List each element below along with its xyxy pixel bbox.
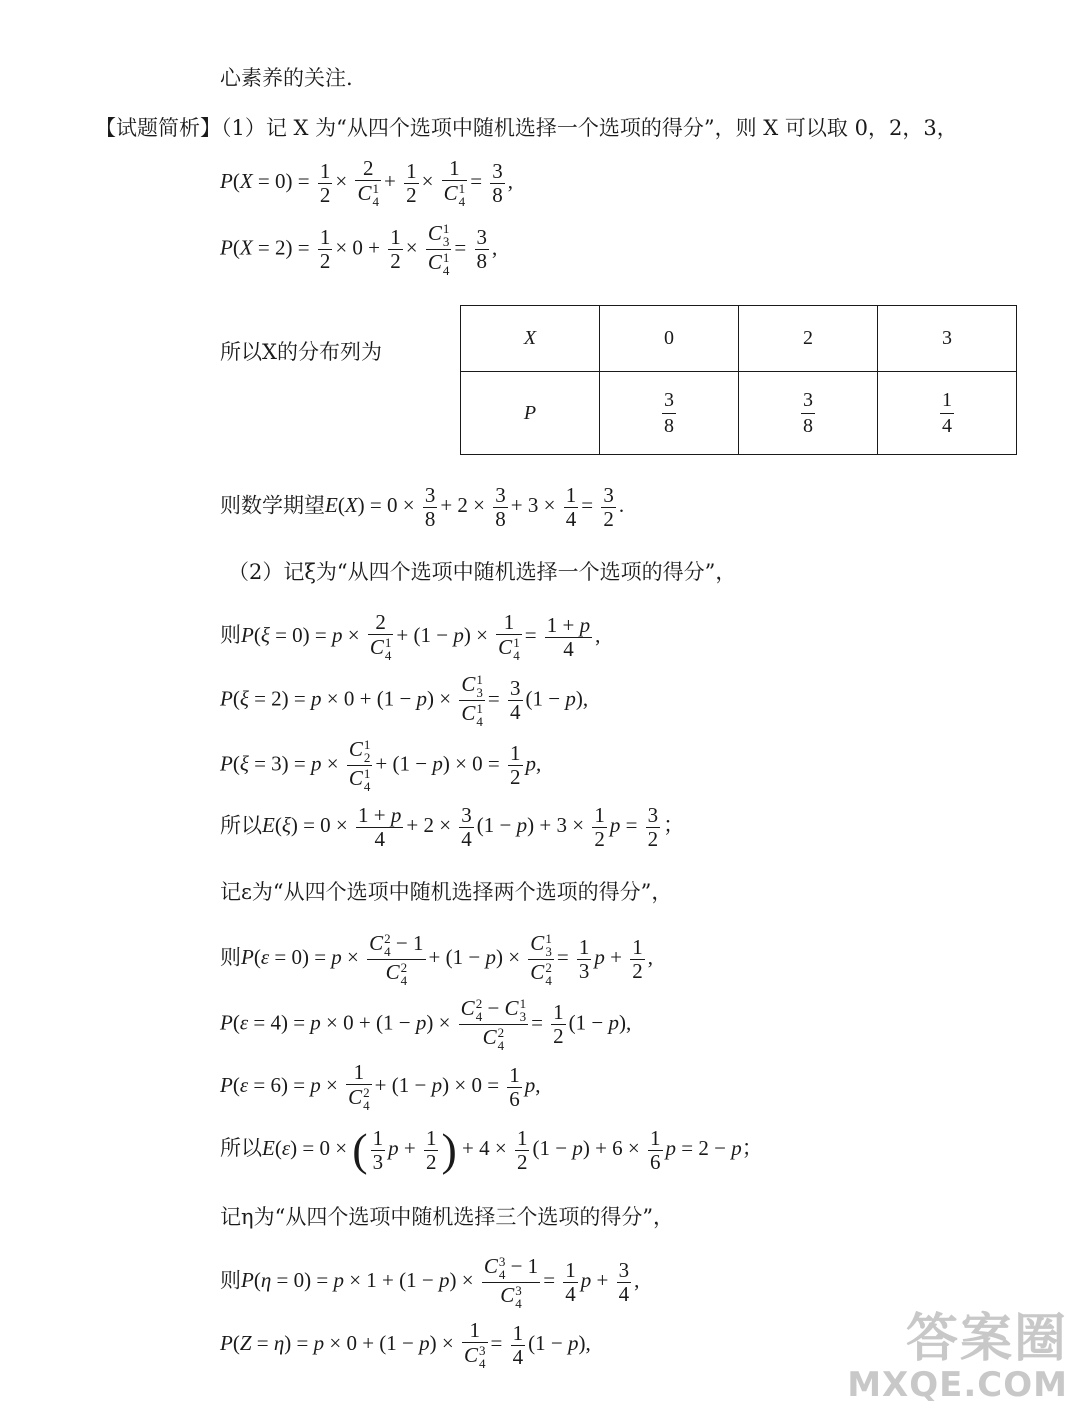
equation-px2: P(X = 2) = $\frac{1}{2}$ × 0 + $\frac{1}{2}$ × C 1 3 C 1 4 = $\frac{3}{8}$ , [220, 220, 498, 279]
table-row [461, 372, 1017, 455]
eta-intro: 记η为“从四个选项中随机选择三个选项的得分”， [220, 1205, 675, 1229]
equation-exi: 所以E(ξ) = 0 × $\frac{1 + p}{4}$ + 2 × $\frac{3}{4}$ (1 − p) + 3 × $\frac{1}{2}$ p = $\frac{3}{2}$ ； [220, 803, 685, 851]
table-row [461, 306, 1017, 372]
text-line [95, 118, 958, 139]
equation-peta0: 则P(η = 0) = p × 1 + (1 − p) × C 3 4 − 1 C 3 4 = $\frac{1}{4}$ p + $\frac{3}{4}$ , [220, 1253, 640, 1312]
distribution-label: 所以X的分布列为 [220, 340, 382, 364]
table-header-cell: 0 [600, 306, 739, 372]
text-line [220, 68, 353, 89]
section-tag: 【试题简析】 [95, 116, 221, 140]
equation-pxi3: P(ξ = 3) = p × C 1 2 C 1 4 + (1 − p) × 0 = $\frac{1}{2}$ p, [220, 736, 542, 795]
part-two-intro: （2）记ξ为“从四个选项中随机选择一个选项的得分”， [228, 560, 737, 584]
table-cell: $\frac{3}{8}$ [600, 372, 739, 455]
text-line [220, 342, 382, 363]
watermark-url: MXQE.COM [847, 1365, 1068, 1405]
table-header-cell: 2 [739, 306, 878, 372]
continuation-text: 心素养的关注. [220, 66, 353, 90]
watermark-text: 答案圈 [905, 1309, 1068, 1369]
table-header-cell: 3 [878, 306, 1017, 372]
epsilon-intro: 记ε为“从四个选项中随机选择两个选项的得分”， [220, 880, 673, 904]
equation-peps4: P(ε = 4) = p × 0 + (1 − p) × C 2 4 − C 1 3 C 2 4 = $\frac{1}{2}$ (1 − p), [220, 995, 632, 1054]
part-one-intro: （1）记 X 为“从四个选项中随机选择一个选项的得分”，则 X 可以取 0，2，3， [221, 116, 958, 140]
equation-pzeta: P(Z = η) = p × 0 + (1 − p) × 1 C 3 4 = $\frac{1}{4}$ (1 − p), [220, 1318, 591, 1372]
equation-peps0: 则P(ε = 0) = p × C 2 4 − 1 C 2 4 + (1 − p) × C 1 3 C 2 4 = $\frac{1}{3}$ p + $\frac{1}{2}$ , [220, 930, 654, 989]
text-line [228, 562, 736, 583]
equation-eeps: 所以E(ε) = 0 × ( $\frac{1}{3}$ p + $\frac{1}{2}$ ) + 4 × $\frac{1}{2}$ (1 − p) + 6 × $\frac{1}{6}$ p = 2 − p； [220, 1124, 763, 1175]
equation-ex: 则数学期望E(X) = 0 × $\frac{3}{8}$ + 2 × $\frac{3}{8}$ + 3 × $\frac{1}{4}$ = $\frac{3}{2}$ . [220, 483, 625, 531]
equation-pxi2: P(ξ = 2) = p × 0 + (1 − p) × C 1 3 C 1 4 = $\frac{3}{4}$ (1 − p), [220, 671, 589, 730]
table-cell: $\frac{1}{4}$ [878, 372, 1017, 455]
watermark-logo [847, 1296, 1068, 1405]
table-header-cell: X [461, 306, 600, 372]
equation-peps6: P(ε = 6) = p × 1 C 2 4 + (1 − p) × 0 = $\frac{1}{6}$ p, [220, 1060, 541, 1114]
table-row-label: P [461, 372, 600, 455]
distribution-table [460, 305, 1017, 455]
table-cell: $\frac{3}{8}$ [739, 372, 878, 455]
text-line [220, 1207, 674, 1228]
equation-px0: P(X = 0) = $\frac{1}{2}$ × 2 C 1 4 + $\frac{1}{2}$ × 1 C 1 4 = $\frac{3}{8}$ , [220, 156, 514, 210]
text-line [220, 882, 672, 903]
equation-pxi0: 则P(ξ = 0) = p × 2 C 1 4 + (1 − p) × 1 C 1 4 = $\frac{1 + p}{4}$ , [220, 610, 601, 664]
